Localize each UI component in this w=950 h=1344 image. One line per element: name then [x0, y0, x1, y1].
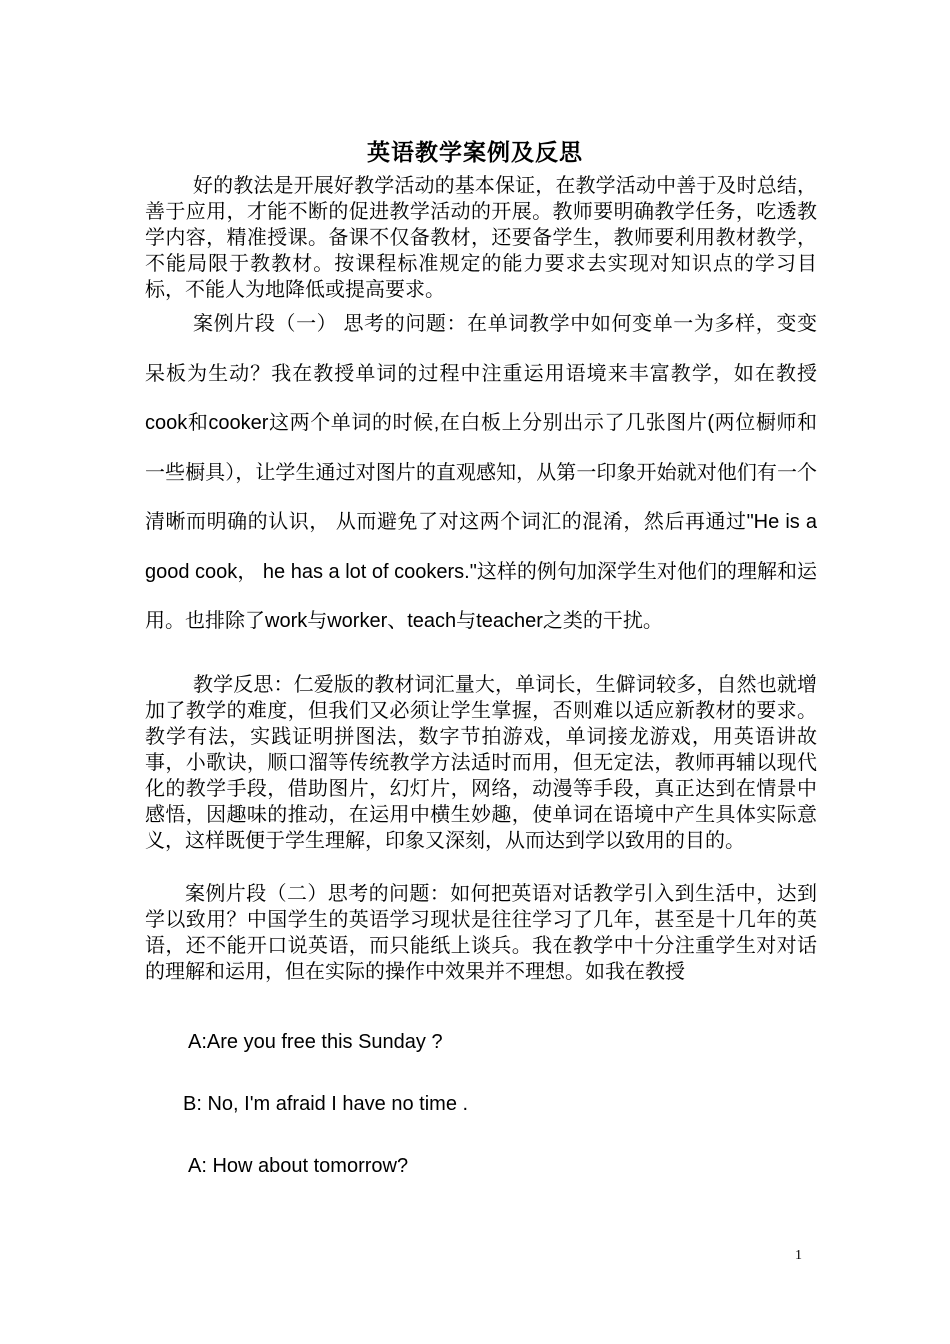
case-two-paragraph: 案例片段（二）思考的问题：如何把英语对话教学引入到生活中，达到学以致用？中国学生的英语学习现状是往往学习了几年，甚至是十几年的英语，还不能开口说英语，而只能纸上谈兵。我在教学中十分注重学生对对话的理解和运用，但在实际的操作中效果并不理想。如我在教授	[145, 881, 817, 983]
reflection-paragraph: 教学反思：仁爱版的教材词汇量大，单词长，生僻词较多，自然也就增加了教学的难度，但我们又必须让学生掌握，否则难以适应新教材的要求。教学有法，实践证明拼图法，数字节拍游戏，单词接龙游戏，用英语讲故事，小歌诀，顺口溜等传统教学方法适时而用，但无定法，教师再辅以现代化的教学手段，借助图片，幻灯片，网络，动漫等手段，真正达到在情景中感悟，因趣味的推动，在运用中横生妙趣，使单词在语境中产生具体实际意义，这样既便于学生理解，印象又深刻，从而达到学以致用的目的。	[145, 672, 817, 852]
dialog-line-b1: B: No, I'm afraid I have no time .	[183, 1093, 469, 1115]
page-number: 1	[795, 1248, 802, 1263]
intro-paragraph: 好的教法是开展好教学活动的基本保证，在教学活动中善于及时总结，善于应用，才能不断的促进教学活动的开展。教师要明确教学任务，吃透教学内容，精准授课。备课不仅备教材，还要备学生，教师要利用教材教学，不能局限于教教材。按课程标准规定的能力要求去实现对知识点的学习目标，不能人为地降低或提高要求。	[145, 173, 817, 301]
dialog-line-a2: A: How about tomorrow?	[188, 1155, 409, 1177]
dialog-line-a1: A:Are you free this Sunday ?	[188, 1031, 443, 1053]
page-title: 英语教学案例及反思	[367, 139, 583, 166]
case-one-paragraph: 案例片段（一） 思考的问题：在单词教学中如何变单一为多样，变变呆板为生动？我在教授单词的过程中注重运用语境来丰富教学，如在教授cook和cooker这两个单词的时候,在白板上分别出示了几张图片(两位橱师和一些橱具），让学生通过对图片的直观感知，从第一印象开始就对他们有一个清晰而明确的认识， 从而避免了对这两个词汇的混淆，然后再通过"He is a good cook， he has a lot of cookers."这样的例句加深学生对他们的理解和运用。也排除了work与worker、teach与teacher之类的干扰。	[145, 313, 817, 632]
